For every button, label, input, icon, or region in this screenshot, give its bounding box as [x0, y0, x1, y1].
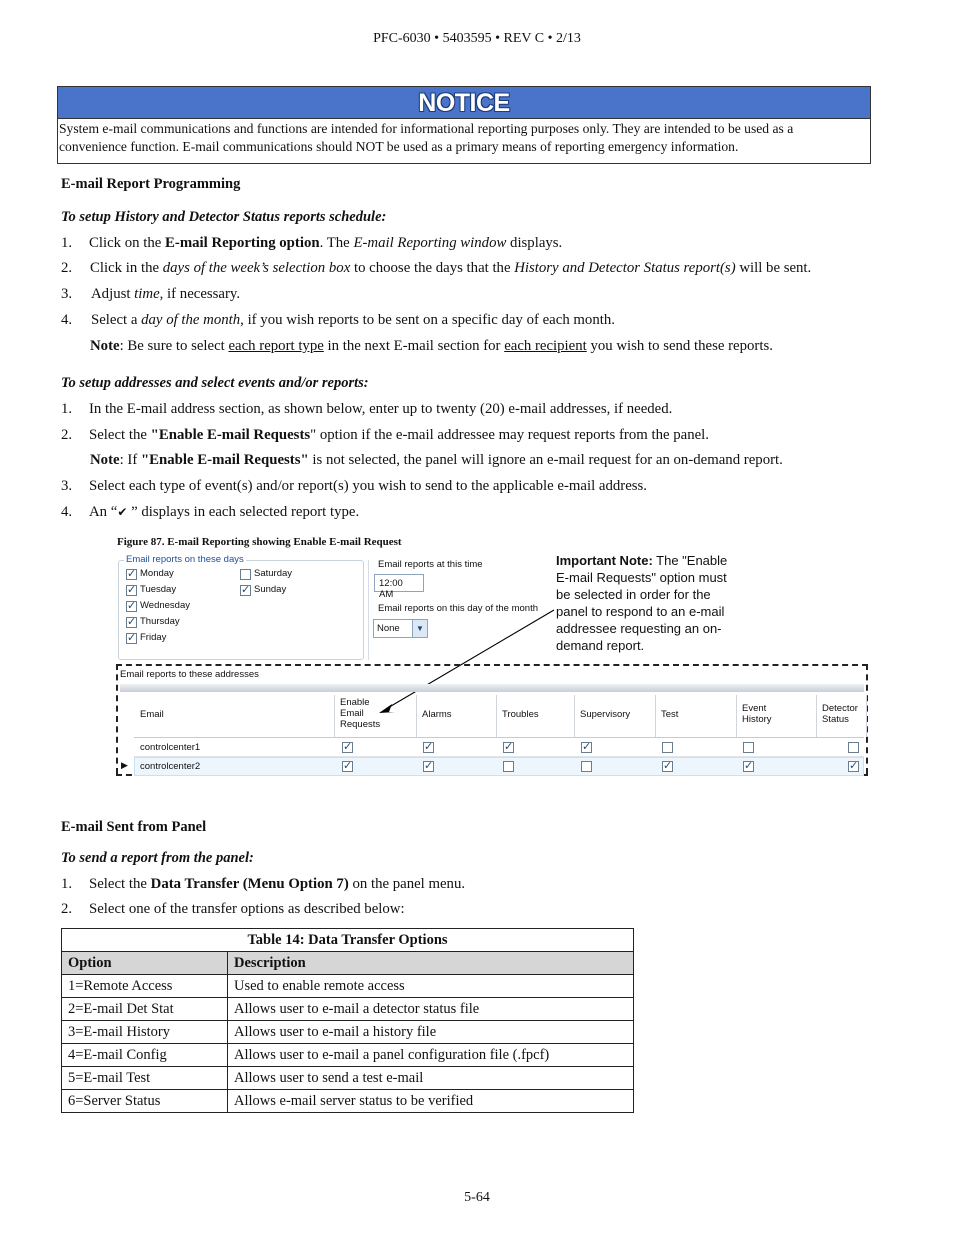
notice-line: System e-mail communications and functions are intended for informational reporting purposes only. They are intended to be used as a — [59, 121, 794, 136]
grid-column-separator — [496, 695, 497, 737]
step-number: 3. — [61, 478, 73, 494]
step-item — [61, 901, 405, 918]
notice-banner — [58, 87, 870, 119]
note-label: Note — [90, 452, 120, 468]
notice-title: NOTICE — [418, 89, 510, 117]
important-note-line: The "Enable — [652, 553, 728, 568]
report-checkbox[interactable] — [581, 761, 592, 772]
table-row — [62, 998, 634, 1021]
grid-column-header-line: Status — [822, 714, 849, 725]
step-text: to choose the days that the — [350, 260, 515, 276]
grid-column-header-line: History — [742, 714, 772, 725]
days-group-label: Email reports on these days — [126, 554, 244, 565]
note-underline: each recipient — [504, 338, 587, 354]
grid-column-header-line: Email — [340, 708, 364, 719]
report-checkbox[interactable] — [342, 761, 353, 772]
table-row — [62, 1021, 634, 1044]
dashed-border — [116, 664, 868, 666]
step-italic: History and Detector Status report(s) — [514, 260, 736, 276]
table-cell: 1=Remote Access — [62, 975, 228, 998]
step-italic: time — [134, 286, 160, 302]
step-number: 2. — [61, 427, 73, 443]
table-row[interactable] — [134, 757, 864, 776]
grid-column-separator — [334, 695, 335, 737]
grid-column-header-line: Test — [661, 709, 679, 720]
grid-column-separator — [736, 695, 737, 737]
day-label: Sunday — [254, 584, 287, 595]
report-checkbox[interactable] — [581, 742, 592, 753]
day-label: Monday — [140, 568, 174, 579]
report-checkbox[interactable] — [662, 761, 673, 772]
note-item — [90, 338, 773, 355]
step-text: Click in the — [90, 260, 163, 276]
step-text: An “ — [89, 504, 118, 520]
step-item — [61, 876, 465, 893]
grid-column-separator — [816, 695, 817, 737]
important-note-line: panel to respond to an e-mail — [556, 604, 725, 619]
section-heading: E-mail Sent from Panel — [61, 819, 207, 835]
note-text: : If — [119, 452, 141, 468]
step-item — [61, 286, 240, 303]
step-number: 1. — [61, 235, 73, 251]
table-row[interactable] — [134, 738, 864, 757]
day-label: Tuesday — [140, 584, 177, 595]
subsection-heading: To setup History and Detector Status reports schedule: — [61, 209, 387, 225]
step-text: Select a — [91, 312, 142, 328]
step-bold: Data Transfer (Menu Option 7) — [150, 876, 349, 892]
table-row — [62, 1090, 634, 1113]
table-cell: Used to enable remote access — [228, 975, 634, 998]
step-text: Select the — [89, 876, 151, 892]
grid-column-header-line: Email — [140, 709, 164, 720]
notice-line: convenience function. E-mail communications should NOT be used as a primary means of reporting emergency information. — [59, 138, 739, 154]
column-header: Option — [62, 952, 228, 975]
step-text: ” displays in each selected report type. — [127, 504, 360, 520]
step-text: In the E-mail address section, as shown below, enter up to twenty (20) e-mail addresses, if needed. — [89, 401, 673, 417]
report-checkbox[interactable] — [662, 742, 673, 753]
step-text: " option if the e-mail addressee may request reports from the panel. — [310, 427, 709, 443]
table-cell: Allows user to e-mail a history file — [228, 1021, 634, 1044]
time-input[interactable]: 12:00 AM — [374, 574, 424, 592]
step-item — [61, 401, 672, 418]
report-checkbox[interactable] — [848, 761, 859, 772]
grid-column-header-line: Enable — [340, 697, 370, 708]
checkmark-icon: ✔ — [117, 505, 128, 519]
step-text: Select one of the transfer options as described below: — [89, 901, 405, 917]
report-checkbox[interactable] — [503, 742, 514, 753]
step-italic: day of the month — [141, 312, 241, 328]
note-item — [90, 452, 783, 469]
subsection-heading: To setup addresses and select events and/or reports: — [61, 375, 369, 391]
step-number: 1. — [61, 876, 73, 892]
grid-column-separator — [574, 695, 575, 737]
page-number: 5-64 — [464, 1190, 490, 1205]
important-note-line: addressee requesting an on- — [556, 621, 722, 636]
report-checkbox[interactable] — [848, 742, 859, 753]
step-item — [61, 478, 647, 495]
day-of-month-value: None — [377, 623, 400, 634]
step-text: , if you wish reports to be sent on a specific day of each month. — [240, 312, 615, 328]
step-text: Select the — [89, 427, 151, 443]
table-caption: Table 14: Data Transfer Options — [62, 929, 634, 952]
table-cell: Allows user to e-mail a panel configuration file (.fpcf) — [228, 1044, 634, 1067]
data-transfer-table — [61, 928, 634, 1113]
report-checkbox[interactable] — [342, 742, 353, 753]
important-note-line: be selected in order for the — [556, 587, 711, 602]
step-number: 2. — [61, 901, 73, 917]
row-pointer-icon: ▶ — [121, 761, 128, 771]
step-number: 2. — [61, 260, 73, 276]
step-bold: "Enable E-mail Requests — [150, 427, 311, 443]
note-label: Note — [90, 338, 120, 354]
table-cell: 2=E-mail Det Stat — [62, 998, 228, 1021]
step-text: Select each type of event(s) and/or report(s) you wish to send to the applicable e-mail address. — [89, 478, 647, 494]
grid-column-header-line: Requests — [340, 719, 381, 730]
table-row — [62, 1044, 634, 1067]
day-label: Saturday — [254, 568, 293, 579]
time-label: Email reports at this time — [378, 559, 483, 570]
note-bold: "Enable E-mail Requests" — [140, 452, 309, 468]
step-item — [61, 504, 359, 521]
email-address[interactable]: controlcenter1 — [140, 742, 201, 753]
addresses-section-label: Email reports to these addresses — [120, 669, 259, 680]
day-label: Thursday — [140, 616, 180, 627]
grid-column-header-line: Supervisory — [580, 709, 631, 720]
table-row — [62, 975, 634, 998]
day-label: Wednesday — [140, 600, 190, 611]
table-cell: 3=E-mail History — [62, 1021, 228, 1044]
grid-column-separator — [655, 695, 656, 737]
note-text: is not selected, the panel will ignore an e-mail request for an on-demand report. — [308, 452, 783, 468]
table-cell: Allows user to e-mail a detector status file — [228, 998, 634, 1021]
section-heading: E-mail Report Programming — [61, 176, 241, 192]
note-underline: each report type — [228, 338, 324, 354]
important-note-label: Important Note: — [556, 553, 653, 568]
email-address[interactable]: controlcenter2 — [140, 761, 201, 772]
step-italic: days of the week’s selection box — [162, 260, 351, 276]
important-note-line: E-mail Requests" option must — [556, 570, 727, 585]
report-checkbox[interactable] — [503, 761, 514, 772]
report-checkbox[interactable] — [423, 761, 434, 772]
step-item — [61, 312, 615, 329]
note-text: : Be sure to select — [119, 338, 229, 354]
step-text: on the panel menu. — [348, 876, 466, 892]
step-item — [61, 427, 709, 444]
report-checkbox[interactable] — [743, 742, 754, 753]
note-text: in the next E-mail section for — [323, 338, 505, 354]
step-number: 3. — [61, 286, 73, 302]
figure-caption: Figure 87. E-mail Reporting showing Enable E-mail Request — [117, 536, 402, 548]
step-bold: E-mail Reporting option — [165, 235, 320, 251]
report-checkbox[interactable] — [743, 761, 754, 772]
step-text: will be sent. — [735, 260, 812, 276]
note-text: you wish to send these reports. — [586, 338, 773, 354]
address-grid — [116, 695, 866, 777]
step-text: Adjust — [91, 286, 135, 302]
grid-column-separator — [866, 695, 867, 737]
table-cell: 4=E-mail Config — [62, 1044, 228, 1067]
notice-text — [58, 119, 870, 155]
step-text: Click on the — [89, 235, 166, 251]
step-number: 4. — [61, 504, 73, 520]
grid-column-header-line: Event — [742, 703, 767, 714]
step-item — [61, 235, 562, 252]
grid-toolbar — [120, 684, 864, 692]
table-cell: Allows e-mail server status to be verified — [228, 1090, 634, 1113]
grid-column-header-line: Alarms — [422, 709, 452, 720]
day-of-month-label: Email reports on this day of the month — [378, 603, 538, 614]
step-text: . The — [319, 235, 354, 251]
report-checkbox[interactable] — [423, 742, 434, 753]
step-text: displays. — [506, 235, 563, 251]
grid-column-header[interactable] — [340, 697, 380, 739]
important-note-line: demand report. — [556, 638, 645, 653]
step-italic: E-mail Reporting window — [353, 235, 507, 251]
subsection-heading: To send a report from the panel: — [61, 850, 254, 866]
email-reporting-figure — [116, 552, 874, 784]
step-text: , if necessary. — [159, 286, 241, 302]
step-number: 1. — [61, 401, 73, 417]
day-label: Friday — [140, 632, 167, 643]
column-header: Description — [228, 952, 634, 975]
notice-box — [57, 86, 871, 164]
step-item — [61, 260, 811, 277]
step-number: 4. — [61, 312, 73, 328]
table-row — [62, 1067, 634, 1090]
grid-column-header-line: Troubles — [502, 709, 539, 720]
grid-column-header-line: Detector — [822, 703, 858, 714]
table-cell: Allows user to send a test e-mail — [228, 1067, 634, 1090]
chevron-down-icon[interactable]: ▼ — [412, 620, 427, 637]
table-cell: 5=E-mail Test — [62, 1067, 228, 1090]
table-cell: 6=Server Status — [62, 1090, 228, 1113]
document-header: PFC-6030 • 5403595 • REV C • 2/13 — [373, 31, 581, 46]
grid-column-separator — [416, 695, 417, 737]
